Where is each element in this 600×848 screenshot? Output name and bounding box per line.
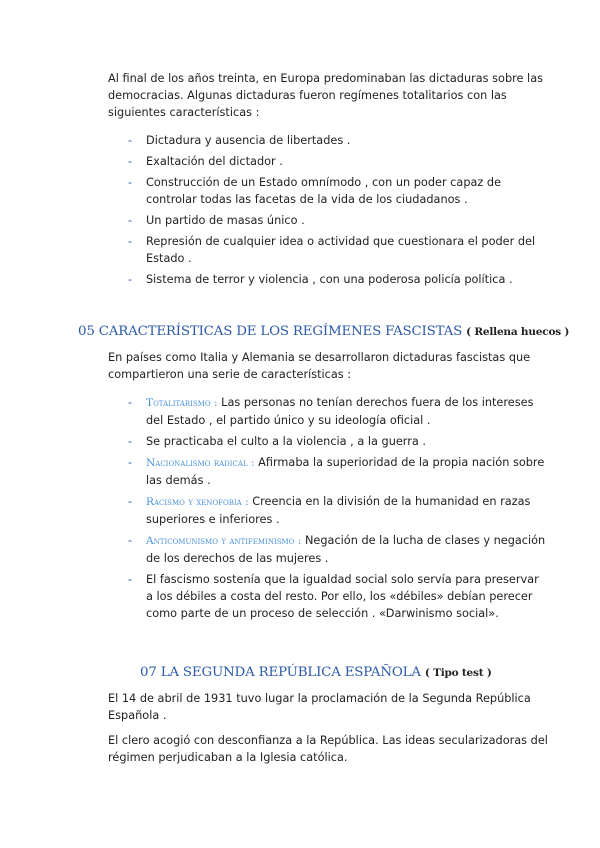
dash-bullet-icon: -: [128, 214, 133, 227]
dash-bullet-icon: -: [128, 134, 133, 147]
dash-bullet-icon: -: [128, 155, 133, 168]
dash-bullet-icon: -: [128, 534, 133, 547]
term-label: Totalitarismo :: [146, 397, 218, 409]
totalitarian-features-list: [108, 132, 548, 292]
term-label: Anticomunismo y antifeminismo :: [146, 535, 302, 547]
section-07-heading: [140, 664, 492, 682]
dash-bullet-icon: -: [128, 495, 133, 508]
dash-bullet-icon: -: [128, 176, 133, 189]
dash-bullet-icon: -: [128, 235, 133, 248]
list-item: - Un partido de masas único .: [128, 214, 305, 227]
dash-bullet-icon: -: [128, 396, 133, 409]
dash-bullet-icon: -: [128, 435, 133, 448]
section-07-title: 07 LA SEGUNDA REPÚBLICA ESPAÑOLA: [140, 665, 421, 680]
dash-bullet-icon: -: [128, 456, 133, 469]
list-item: - Anticomunismo y antifeminismo : Negación de la lucha de clases y negación de los derechos de las mujeres .: [128, 534, 546, 565]
dash-bullet-icon: -: [128, 273, 133, 286]
section-07-paragraph-2: El clero acogió con desconfianza a la República. Las ideas secularizadoras del régimen perjudicaban a la Iglesia católica.: [108, 734, 548, 764]
term-label: Racismo y xenofobia :: [146, 496, 249, 508]
list-item: - Racismo y xenofobia : Creencia en la división de la humanidad en razas superiores e inferiores .: [128, 495, 531, 526]
dash-bullet-icon: -: [128, 573, 133, 586]
term-label: Nacionalismo radical :: [146, 457, 255, 469]
list-item: - Nacionalismo radical : Afirmaba la superioridad de la propia nación sobre las demás .: [128, 456, 545, 487]
section-05-note: ( Rellena huecos ): [466, 326, 570, 338]
list-item: - Exaltación del dictador .: [128, 155, 283, 168]
section-05-paragraph: En países como Italia y Alemania se desarrollaron dictaduras fascistas que compartieron una serie de características :: [108, 351, 531, 381]
list-item: - Dictadura y ausencia de libertades .: [128, 134, 351, 147]
list-item: - El fascismo sostenía que la igualdad social solo servía para preservar a los débiles a costa del resto. Por ello, los «débiles» debían perecer como parte de un proceso de selección . «Darwinismo social».: [128, 573, 539, 620]
section-05-title: 05 CARACTERÍSTICAS DE LOS REGÍMENES FASCISTAS: [78, 324, 463, 339]
section-05-heading: [78, 323, 569, 341]
fascist-features-list: [108, 394, 548, 626]
list-item: - Represión de cualquier idea o actividad que cuestionara el poder del Estado .: [128, 235, 536, 265]
section-07-note: ( Tipo test ): [424, 667, 492, 679]
list-item: - Se practicaba el culto a la violencia , a la guerra .: [128, 435, 427, 448]
list-item: - Sistema de terror y violencia , con una poderosa policía política .: [128, 273, 513, 286]
section-07-paragraph-1: El 14 de abril de 1931 tuvo lugar la proclamación de la Segunda República Española .: [108, 692, 531, 722]
list-item: - Construcción de un Estado omnímodo , con un poder capaz de controlar todas las facetas de la vida de los ciudadanos .: [128, 176, 502, 206]
list-item: - Totalitarismo : Las personas no tenían derechos fuera de los intereses del Estado , el partido único y su ideología oficial .: [128, 396, 534, 427]
intro-paragraph: Al final de los años treinta, en Europa predominaban las dictaduras sobre las democracias. Algunas dictaduras fueron regímenes totalitarios con las siguientes características :: [108, 72, 544, 119]
